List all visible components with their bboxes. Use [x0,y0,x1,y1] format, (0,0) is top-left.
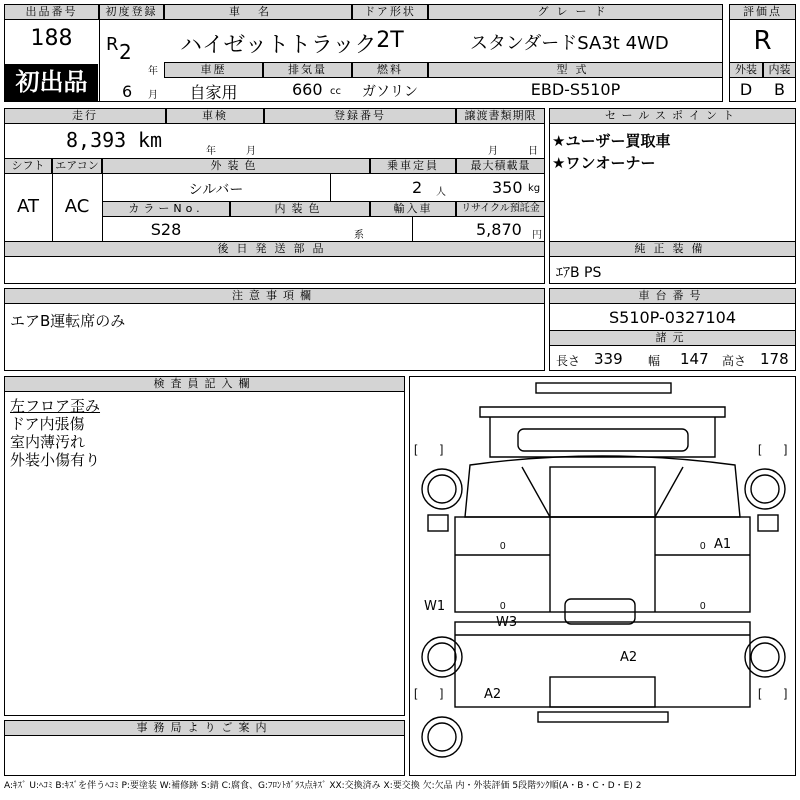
ext-color-value: シルバー [188,182,244,198]
inspector-line-2: ドア内張傷 [10,415,85,433]
score-value: R [753,26,772,56]
svg-text:]: ] [784,442,788,456]
shift-label: シフト [4,158,52,174]
model-value: EBD-S510P [530,80,621,99]
grade-label: グレード [428,4,723,20]
max-load-value: 350 [492,178,523,197]
max-load-label: 最大積載量 [456,158,545,174]
interior-grade-value: B [774,80,785,99]
dims-label: 諸元 [549,330,796,346]
inspection-label: 車検 [166,108,264,124]
import-label: 輸入車 [370,201,456,217]
fuel-value: ガソリン [362,84,418,100]
dims-length-value: 339 [594,350,623,368]
history-value: 自家用 [189,83,238,102]
first-reg-label: 初度登録 [99,4,164,20]
chassis-value: S510P-0327104 [608,308,737,327]
inspector-line-4: 外装小傷有り [10,451,101,469]
door-value: 2T [376,28,404,53]
sales-points-label: セールスポイント [549,108,796,124]
max-load-unit: kg [528,183,541,194]
genuine-equipment-label: 純正装備 [549,241,796,257]
door-label: ドア形状 [352,4,428,20]
recycle-label: リサイクル預託金 [456,201,545,217]
dims-length-label: 長さ [556,354,581,368]
mileage-label: 走行 [4,108,166,124]
damage-mark: W3 [496,615,518,630]
inspector-line-3: 室内薄汚れ [10,433,86,451]
lot-no-value: 188 [30,26,73,51]
shift-value: AT [17,196,39,217]
color-no-label: カラーNo. [102,201,230,217]
notes-value: エアB運転席のみ [10,312,126,330]
inspection-year-unit: 年 [206,146,216,157]
recycle-value: 5,870 [476,220,522,239]
dims-width-value: 147 [680,350,709,368]
int-color-label: 内装色 [230,201,370,217]
mileage-unit: km [138,128,163,152]
fuel-label: 燃料 [352,62,428,78]
mileage-value: 8,393 [66,128,127,152]
damage-mark: W1 [424,599,446,614]
car-name-value: ハイゼットトラック [180,33,377,58]
exterior-grade-value: D [739,80,753,99]
vehicle-diagram [409,376,796,776]
ext-color-label: 外装色 [102,158,370,174]
sales-point-2: ★ワンオーナー [552,154,656,172]
transfer-month-unit: 月 [488,146,498,157]
displacement-label: 排気量 [263,62,352,78]
displacement-unit: cc [330,86,341,97]
interior-grade-label: 内装 [763,62,796,78]
svg-text:0: 0 [700,601,706,612]
vehicle-outline-drawing [410,377,795,775]
svg-text:[: [ [758,686,762,700]
ext-color-subdivider [330,174,331,201]
svg-text:]: ] [784,686,788,700]
capacity-value: 2 [412,178,423,197]
svg-text:]: ] [440,686,444,700]
first-reg-year-unit: 年 [148,66,158,77]
displacement-value: 660 [292,80,323,99]
recycle-unit: 円 [532,230,542,241]
capacity-unit: 人 [436,187,446,198]
capacity-label: 乗車定員 [370,158,456,174]
first-reg-era: R [106,34,119,55]
transfer-day-unit: 日 [528,146,538,157]
reg-no-label: 登録番号 [264,108,456,124]
notes-label: 注意事項欄 [4,288,545,304]
lot-no-label: 出品番号 [4,4,99,20]
aircon-value: AC [64,196,90,217]
color-no-value: S28 [150,220,182,239]
aircon-label: エアコン [52,158,102,174]
first-listing-badge-text: 初出品 [15,68,88,96]
inspection-month-unit: 月 [246,146,256,157]
svg-text:[: [ [414,442,418,456]
first-reg-month-unit: 月 [148,90,158,101]
genuine-equipment-value: ｴｱB PS [556,265,602,281]
damage-mark: A2 [620,650,638,665]
svg-text:[: [ [414,686,418,700]
svg-text:0: 0 [700,541,706,552]
dims-height-value: 178 [760,350,789,368]
transfer-label: 譲渡書類期限 [456,108,545,124]
grade-value: スタンダードSA3t 4WD [470,33,669,54]
dims-height-label: 高さ [722,354,747,368]
svg-text:0: 0 [500,541,506,552]
exterior-grade-label: 外装 [729,62,763,78]
dims-width-label: 幅 [648,354,661,368]
damage-mark: A2 [484,687,502,702]
int-color-unit: 系 [354,230,364,241]
score-label: 評価点 [729,4,796,20]
chassis-label: 車台番号 [549,288,796,304]
first-reg-year: 2 [119,40,132,64]
car-name-label: 車名 [164,4,352,20]
later-parts-label: 後日発送部品 [4,241,545,257]
damage-code-legend: A:ｷｽﾞ U:ﾍｺﾐ B:ｷｽﾞを伴うﾍｺﾐ P:要塗装 W:補修跡 S:錆 C:腐食、G:ﾌﾛﾝﾄｶﾞﾗｽ点ｷｽﾞ XX:交換済み X:要交換 欠:欠品 内・外装評価 5段階ﾗﾝｸ順(A・B・C・D・E) 2 [4,781,642,791]
inspector-line-1: 左フロア歪み [10,397,101,415]
svg-text:0: 0 [500,601,506,612]
first-reg-month: 6 [122,82,133,101]
sales-point-1: ★ユーザー買取車 [552,132,671,150]
shift-col-divider [52,158,53,241]
import-subdivider [412,217,413,241]
svg-text:]: ] [440,442,444,456]
inspector-label: 検査員記入欄 [4,376,405,392]
damage-mark: A1 [714,537,732,552]
history-label: 車歴 [164,62,263,78]
svg-text:[: [ [758,442,762,456]
office-label: 事務局よりご案内 [4,720,405,736]
model-label: 型式 [428,62,723,78]
